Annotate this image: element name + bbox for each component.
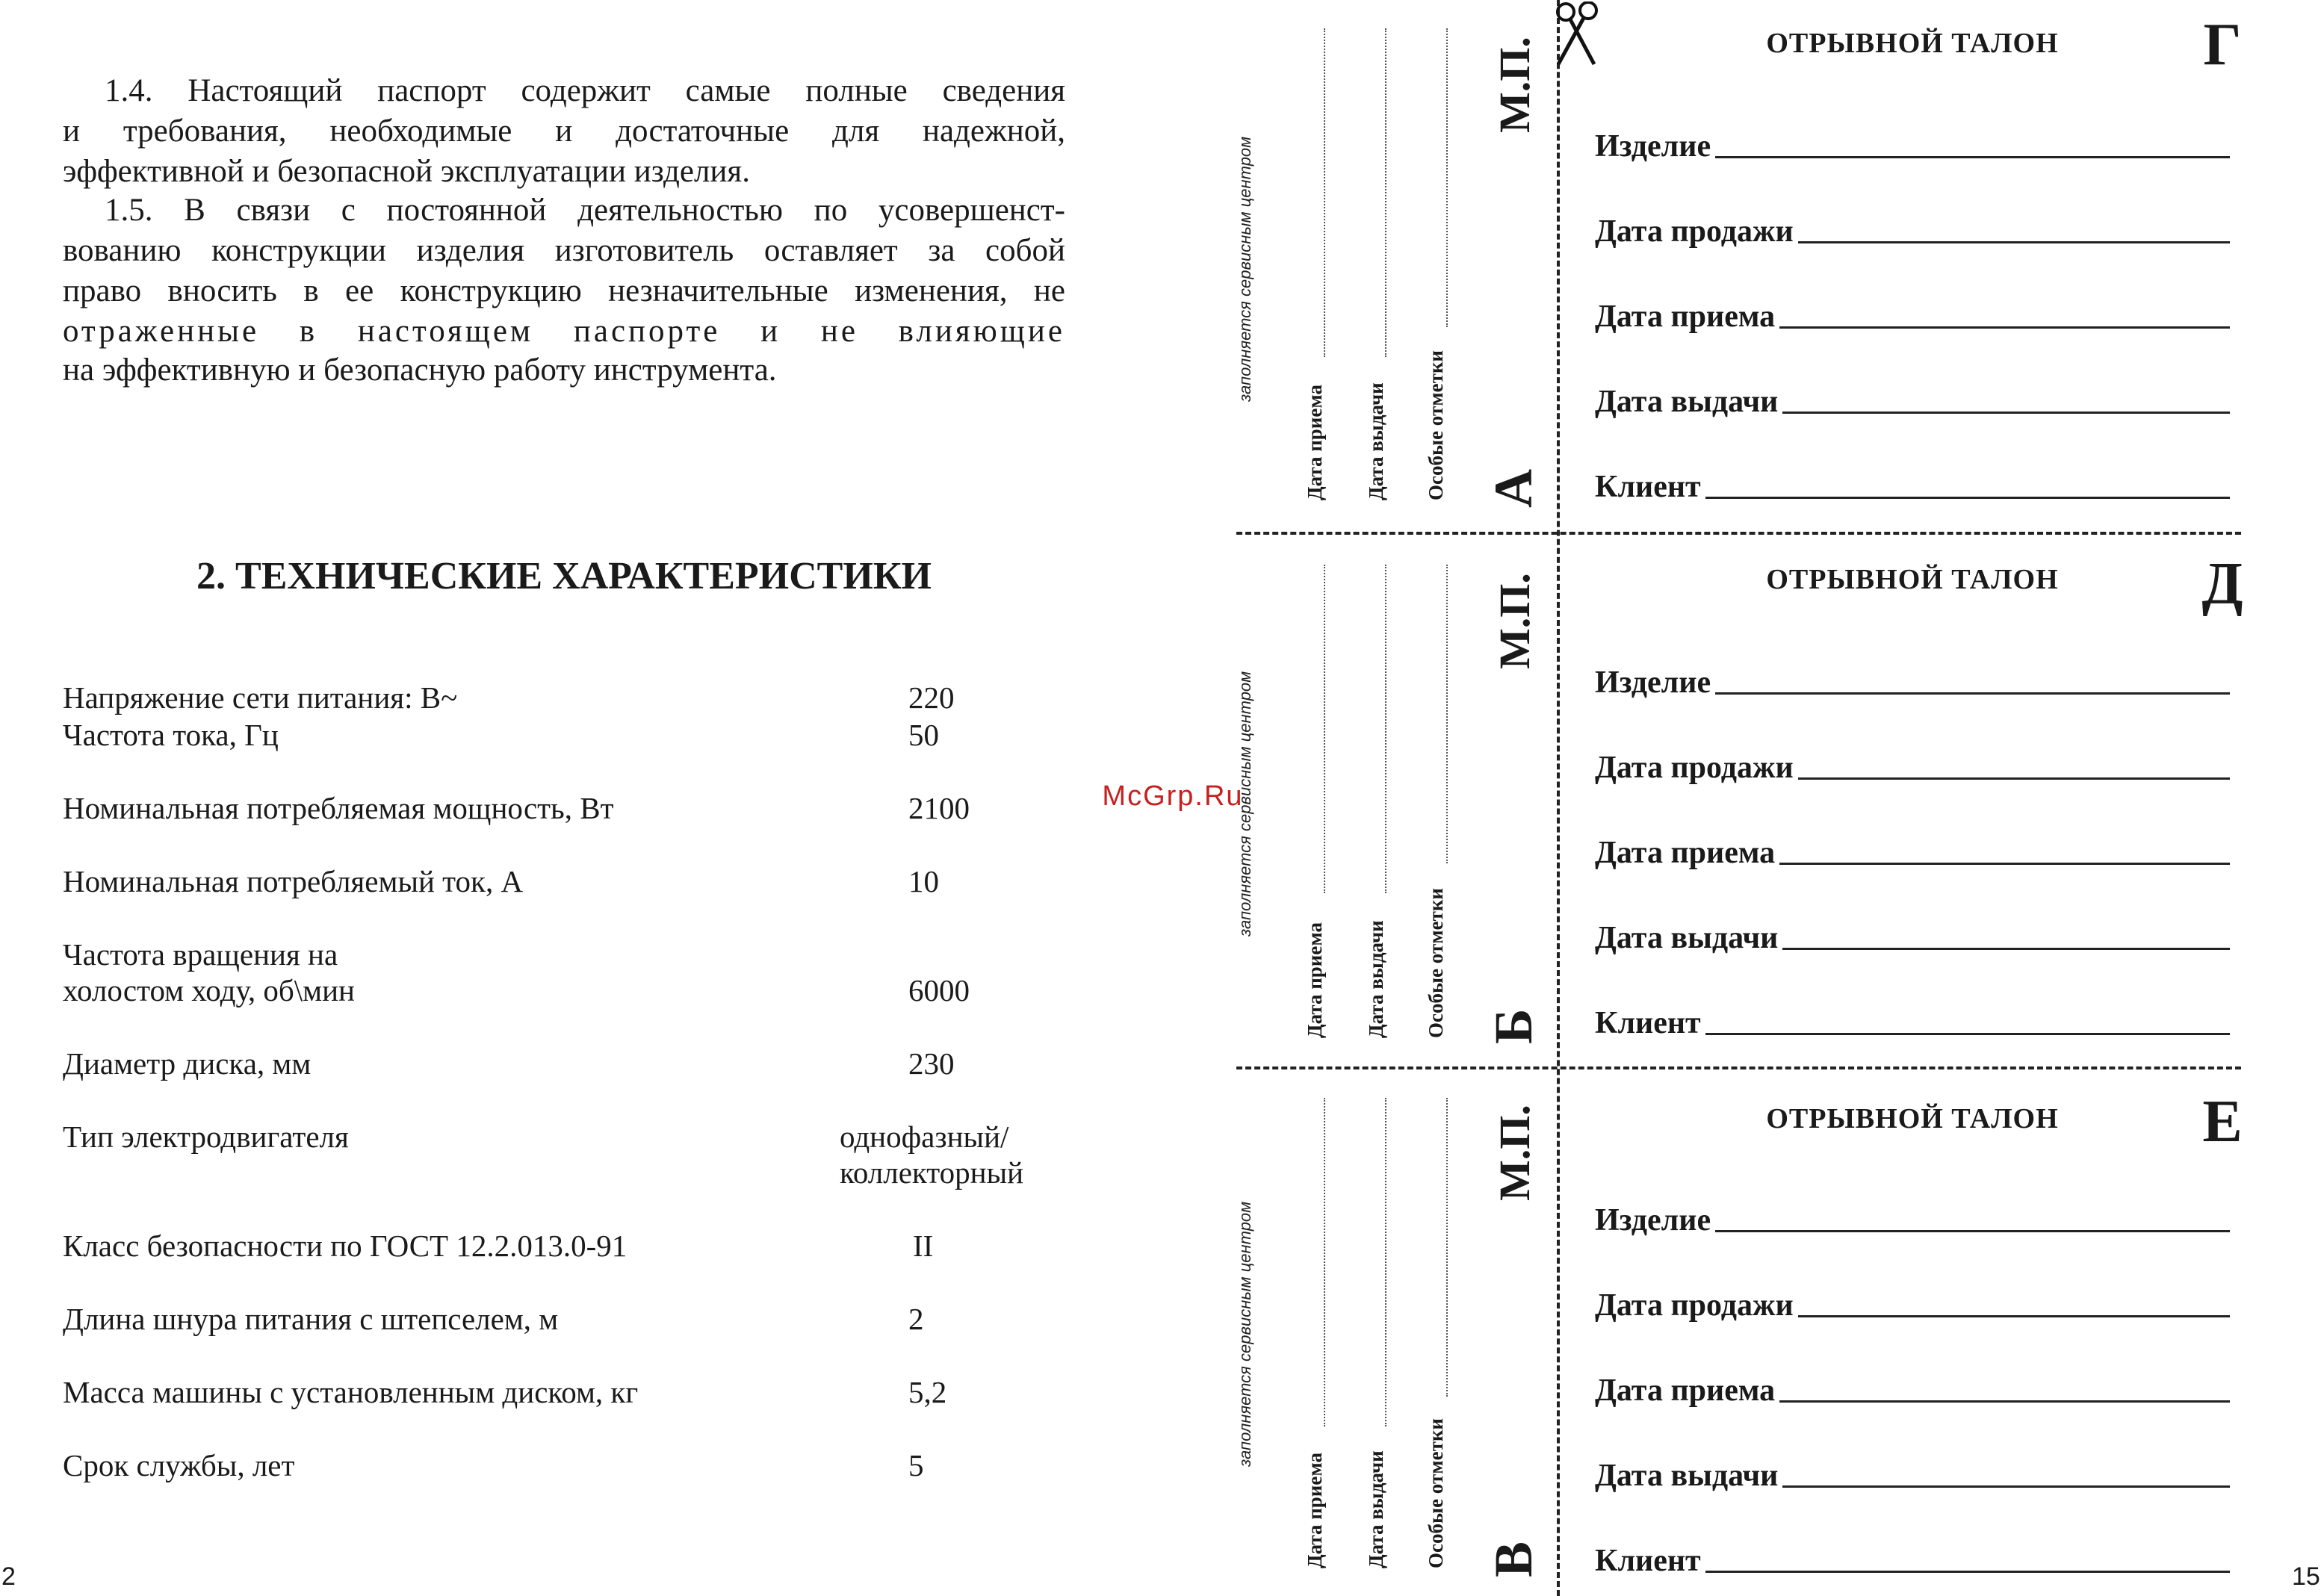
paragraph-line: и требования, необходимые и достаточные для надежной, bbox=[63, 114, 1065, 149]
coupon-field-receive-date[interactable]: Дата приема bbox=[1595, 297, 2230, 335]
coupon-field-receive-date[interactable]: Дата приема bbox=[1595, 833, 2230, 871]
coupon-field-sale-date[interactable]: Дата продажи bbox=[1595, 212, 2230, 249]
spec-value: 50 bbox=[908, 718, 939, 752]
coupon-field-client[interactable]: Клиент bbox=[1595, 1541, 2230, 1579]
paragraph-line: право вносить в ее конструкцию незначительные изменения, не bbox=[63, 273, 1065, 308]
spec-value: II bbox=[913, 1229, 934, 1263]
spec-label: Тип электродвигателя bbox=[63, 1120, 349, 1154]
stub-letter: А bbox=[1484, 469, 1543, 508]
spec-label: Частота тока, Гц bbox=[63, 718, 279, 752]
coupon-field-client[interactable]: Клиент bbox=[1595, 468, 2230, 505]
spec-label: Класс безопасности по ГОСТ 12.2.013.0-91 bbox=[63, 1229, 628, 1263]
spec-value: 220 bbox=[908, 680, 955, 715]
stub-note: заполняется сервисным центром bbox=[1236, 136, 1254, 402]
coupon-field-sale-date[interactable]: Дата продажи bbox=[1595, 1286, 2230, 1323]
spec-value: однофазный/ bbox=[840, 1120, 1009, 1154]
dotted-line bbox=[1385, 565, 1386, 893]
coupon-field-issue-date[interactable]: Дата выдачи bbox=[1595, 382, 2230, 420]
spec-value: 6000 bbox=[908, 973, 970, 1007]
paragraph-line: вованию конструкции изделия изготовитель оставляет за собой bbox=[63, 233, 1065, 268]
spec-label: Длина шнура питания с штепселем, м bbox=[63, 1302, 559, 1336]
paragraph-line: на эффективную и безопасную работу инструмента. bbox=[63, 353, 777, 388]
watermark: McGrp.Ru bbox=[1102, 780, 1244, 812]
coupon-field-product[interactable]: Изделие bbox=[1595, 1201, 2230, 1238]
coupon-letter: Г bbox=[2203, 12, 2242, 78]
spec-value: 5 bbox=[908, 1448, 924, 1482]
dotted-line bbox=[1324, 28, 1325, 357]
section-title: 2. ТЕХНИЧЕСКИЕ ХАРАКТЕРИСТИКИ bbox=[196, 555, 932, 597]
coupon-title: ОТРЫВНОЙ ТАЛОН bbox=[1766, 1103, 2059, 1134]
stub-letter: Б bbox=[1484, 1008, 1543, 1044]
stamp-placeholder: М.П. bbox=[1490, 573, 1539, 669]
coupon-field-issue-date[interactable]: Дата выдачи bbox=[1595, 1456, 2230, 1494]
spec-label: холостом ходу, об\мин bbox=[63, 973, 355, 1007]
dotted-line bbox=[1385, 1098, 1386, 1426]
coupon-letter: Е bbox=[2202, 1089, 2243, 1155]
coupon-title: ОТРЫВНОЙ ТАЛОН bbox=[1766, 28, 2059, 59]
stamp-placeholder: М.П. bbox=[1490, 37, 1539, 133]
coupon-field-product[interactable]: Изделие bbox=[1595, 663, 2230, 701]
stamp-placeholder: М.П. bbox=[1490, 1105, 1539, 1201]
stub-field-issue-date: Дата выдачи bbox=[1365, 1450, 1387, 1568]
stub-field-notes: Особые отметки bbox=[1425, 1418, 1447, 1568]
dotted-line bbox=[1324, 1098, 1325, 1426]
coupon-field-product[interactable]: Изделие bbox=[1595, 127, 2230, 164]
dotted-line bbox=[1446, 28, 1448, 327]
horizontal-cut-line bbox=[1236, 1066, 2241, 1069]
coupon-field-receive-date[interactable]: Дата приема bbox=[1595, 1371, 2230, 1409]
spec-label: Диаметр диска, мм bbox=[63, 1046, 312, 1081]
spec-label: Номинальная потребляемая мощность, Вт bbox=[63, 791, 614, 825]
stub-letter: В bbox=[1484, 1541, 1543, 1577]
page-number: 15 bbox=[2292, 1562, 2320, 1591]
spec-value: коллекторный bbox=[840, 1155, 1024, 1190]
spec-label: Напряжение сети питания: В~ bbox=[63, 680, 458, 715]
dotted-line bbox=[1446, 1098, 1448, 1397]
spec-value: 230 bbox=[908, 1046, 955, 1081]
paragraph-line: эффективной и безопасной эксплуатации изделия. bbox=[63, 154, 750, 189]
dotted-line bbox=[1446, 565, 1448, 863]
spec-label: Срок службы, лет bbox=[63, 1448, 295, 1482]
spec-value: 10 bbox=[908, 864, 939, 898]
stub-note: заполняется сервисным центром bbox=[1236, 671, 1254, 937]
stub-field-notes: Особые отметки bbox=[1425, 888, 1447, 1038]
spec-label: Масса машины с установленным диском, кг bbox=[63, 1375, 639, 1409]
spec-label: Номинальная потребляемый ток, А bbox=[63, 864, 524, 898]
coupon-title: ОТРЫВНОЙ ТАЛОН bbox=[1766, 564, 2059, 595]
dotted-line bbox=[1324, 565, 1325, 893]
horizontal-cut-line bbox=[1236, 532, 2241, 535]
vertical-cut-line bbox=[1557, 0, 1560, 1596]
paragraph-line: 1.5. В связи с постоянной деятельностью по усовершенст- bbox=[105, 193, 1065, 228]
spec-value: 2 bbox=[908, 1302, 924, 1336]
coupon-field-issue-date[interactable]: Дата выдачи bbox=[1595, 919, 2230, 956]
page-number: 2 bbox=[1, 1562, 16, 1591]
stub-field-issue-date: Дата выдачи bbox=[1365, 920, 1387, 1038]
spec-label: Частота вращения на bbox=[63, 937, 338, 972]
stub-field-receive-date: Дата приема bbox=[1304, 922, 1326, 1038]
stub-field-receive-date: Дата приема bbox=[1304, 384, 1326, 500]
dotted-line bbox=[1385, 28, 1386, 357]
stub-field-issue-date: Дата выдачи bbox=[1365, 382, 1387, 500]
stub-field-receive-date: Дата приема bbox=[1304, 1452, 1326, 1568]
scissors-icon bbox=[1554, 1, 1611, 67]
paragraph-line: отраженные в настоящем паспорте и не влияющие bbox=[63, 314, 1065, 349]
stub-field-notes: Особые отметки bbox=[1425, 350, 1447, 500]
coupon-field-sale-date[interactable]: Дата продажи bbox=[1595, 748, 2230, 786]
stub-note: заполняется сервисным центром bbox=[1236, 1201, 1254, 1467]
coupon-letter: Д bbox=[2201, 551, 2243, 617]
spec-value: 2100 bbox=[908, 791, 970, 825]
coupon-field-client[interactable]: Клиент bbox=[1595, 1004, 2230, 1041]
paragraph-line: 1.4. Настоящий паспорт содержит самые полные сведения bbox=[105, 73, 1065, 108]
spec-value: 5,2 bbox=[908, 1375, 947, 1409]
